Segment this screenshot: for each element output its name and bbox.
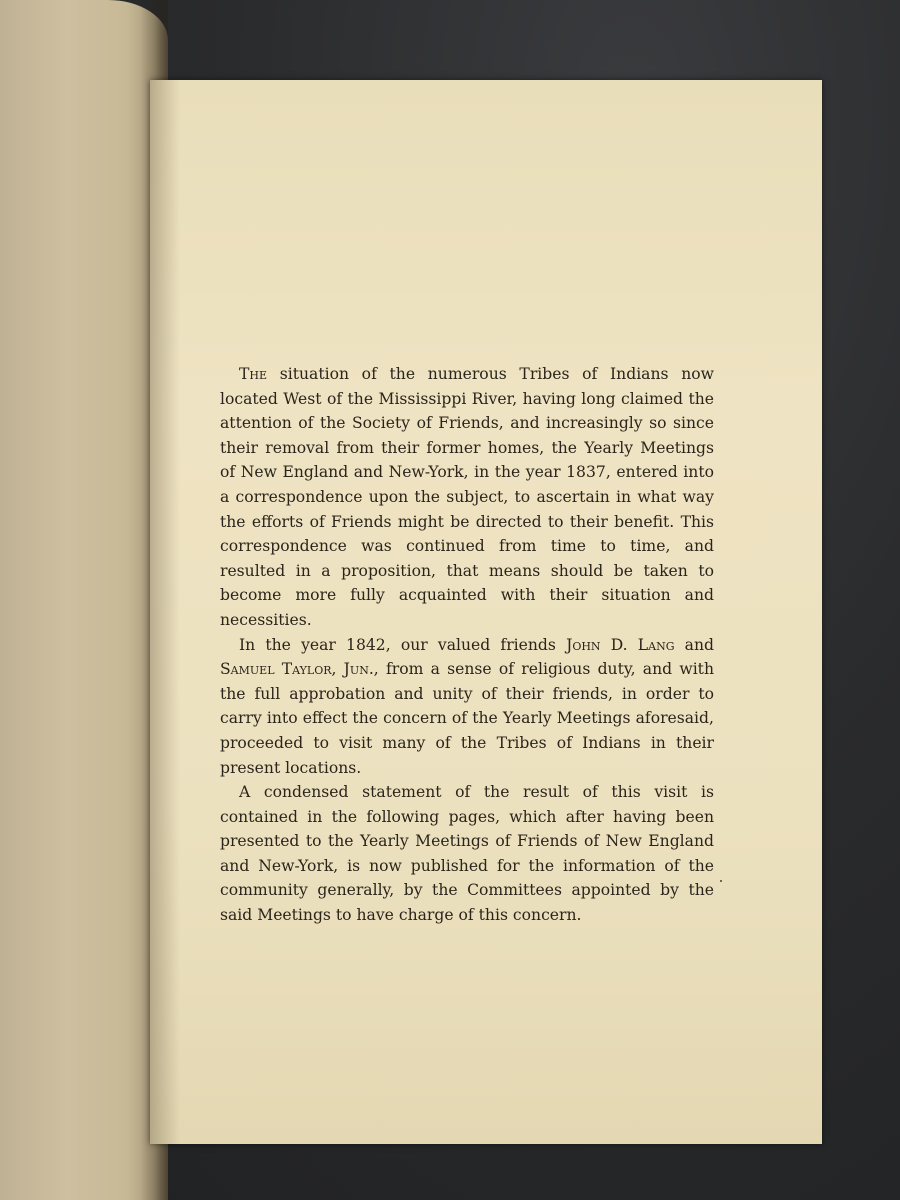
person-name: John D. Lang: [566, 635, 675, 654]
paragraph-1: [220, 362, 714, 633]
text-segment: and: [674, 635, 715, 654]
paragraph-3: [220, 780, 714, 928]
text-segment: In the year 1842, our valued friends: [239, 635, 567, 654]
left-facing-page: [0, 0, 168, 1200]
text-segment: , from a sense of religious duty, and with the full approbation and unity of their friends, in order to carry into effect the concern of the Yearly Meetings aforesaid, proceeded to visit many of the Tribes of Indians in their present locations.: [220, 660, 714, 777]
right-page: [150, 80, 822, 1144]
text-segment: The: [239, 365, 268, 383]
person-name: Samuel Taylor, Jun.: [220, 660, 374, 679]
paper-speck: [720, 880, 722, 882]
text-segment: A condensed statement of the result of this visit is contained in the following pages, which after having been presented to the Yearly Meetings of Friends of New England and New-York, is now published for the information of the community generally, by the Committees appointed by the said Meetings to have charge of this concern.: [220, 783, 714, 925]
body-text: [220, 362, 714, 928]
paragraph-2: [220, 633, 714, 781]
text-segment: situation of the numerous Tribes of Indians now located West of the Mississippi River, having long claimed the attention of the Society of Friends, and increasingly so since their removal from their former homes, the Yearly Meetings of New England and New-York, in the year 1837, entered into a correspondence upon the subject, to ascertain in what way the efforts of Friends might be directed to their benefit. This correspondence was continued from time to time, and resulted in a proposition, that means should be taken to become more fully acquainted with their situation and necessities.: [220, 365, 714, 629]
